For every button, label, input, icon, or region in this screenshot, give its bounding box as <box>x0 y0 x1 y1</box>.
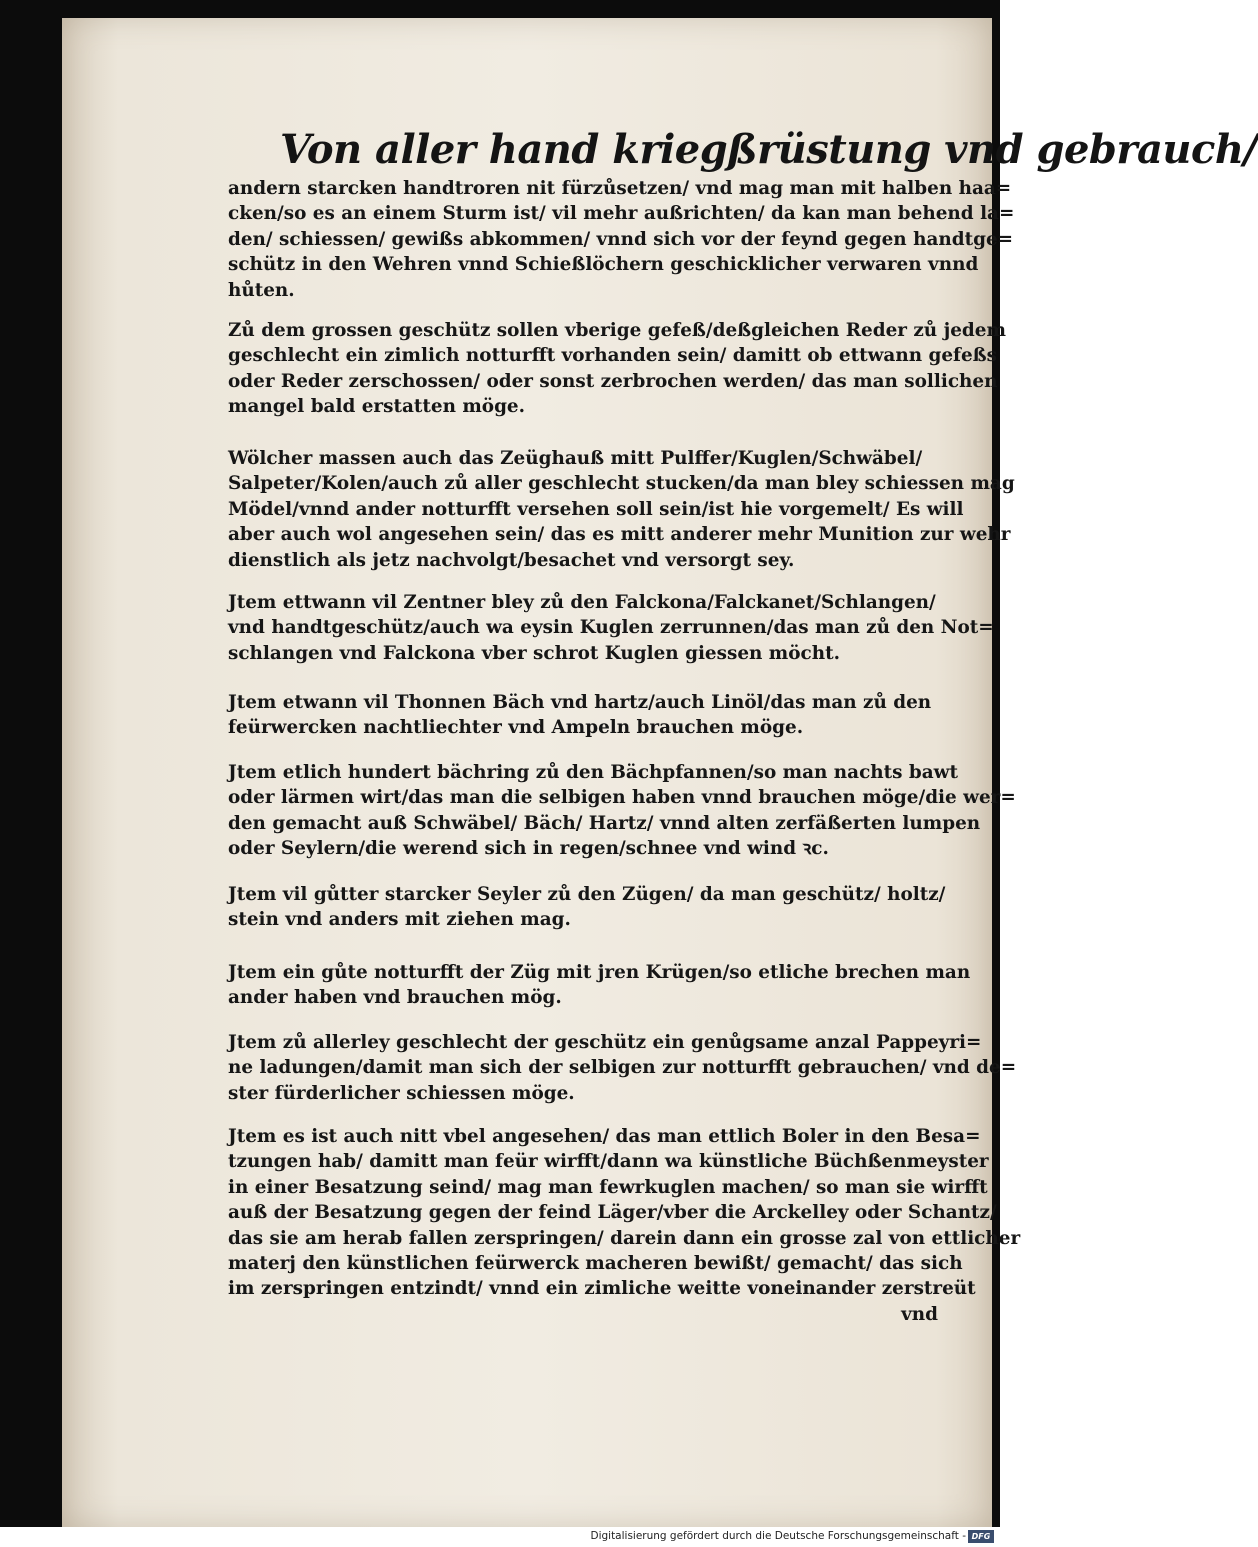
funding-notice: Digitalisierung gefördert durch die Deutsche Forschungsgemeinschaft - <box>590 1530 966 1542</box>
text-line: hůten. <box>228 279 295 301</box>
text-line: Jtem zů allerley geschlecht der geschütz ein genůgsame anzal Pappeyri= <box>228 1032 982 1053</box>
text-line: auß der Besatzung gegen der feind Läger/vber die Arckelley oder Schantz/ <box>228 1202 997 1224</box>
text-line: ander haben vnd brauchen mög. <box>228 987 562 1009</box>
text-line: aber auch wol angesehen sein/ das es mitt anderer mehr Munition zur wehr <box>228 524 1011 546</box>
text-line: schlangen vnd Falckona vber schrot Kuglen giessen möcht. <box>228 642 840 664</box>
text-line: oder Seylern/die werend sich in regen/schnee vnd wind ꝛc. <box>228 838 829 860</box>
text-line: tzungen hab/ damitt man feür wirfft/dann wa künstliche Büchßenmeyster <box>228 1151 989 1173</box>
text-line: schütz in den Wehren vnnd Schießlöchern geschicklicher verwaren vnnd <box>228 254 979 276</box>
text-line: Salpeter/Kolen/auch zů aller geschlecht stucken/da man bley schiessen mag <box>228 473 1015 495</box>
text-line: ster fürderlicher schiessen möge. <box>228 1082 575 1104</box>
text-line: Jtem etwann vil Thonnen Bäch vnd hartz/auch Linöl/das man zů den <box>228 692 932 713</box>
text-line: oder lärmen wirt/das man die selbigen haben vnnd brauchen möge/die wer= <box>228 787 1016 809</box>
paragraph <box>228 590 994 666</box>
paragraph <box>228 882 946 933</box>
paragraph <box>228 960 971 1011</box>
text-line: andern starcken handtroren nit fürzůsetzen/ vnd mag man mit halben haa= <box>228 178 1012 199</box>
text-line: in einer Besatzung seind/ mag man fewrkuglen machen/ so man sie wirfft <box>228 1176 988 1198</box>
text-line: Jtem ein gůte notturfft der Züg mit jren Krügen/so etliche brechen man <box>228 962 971 983</box>
paragraph <box>228 1124 1021 1327</box>
text-line: den gemacht auß Schwäbel/ Bäch/ Hartz/ vnnd alten zerfäßerten lumpen <box>228 812 981 834</box>
paragraph <box>228 176 1015 303</box>
text-line: materj den künstlichen feürwerck macheren bewißt/ gemacht/ das sich <box>228 1252 963 1274</box>
text-line: das sie am herab fallen zerspringen/ darein dann ein grosse zal von ettlicher <box>228 1227 1021 1249</box>
text-line: stein vnd anders mit ziehen mag. <box>228 909 571 931</box>
paragraph <box>228 446 1015 573</box>
text-line: Jtem ettwann vil Zentner bley zů den Falckona/Falckanet/Schlangen/ <box>228 592 936 613</box>
text-line: dienstlich als jetz nachvolgt/besachet vnd versorgt sey. <box>228 549 795 571</box>
text-line: feürwercken nachtliechter vnd Ampeln brauchen möge. <box>228 717 804 739</box>
text-line: cken/so es an einem Sturm ist/ vil mehr außrichten/ da kan man behend la= <box>228 203 1015 225</box>
dfg-logo: DFG <box>968 1530 994 1543</box>
text-line: Mödel/vnnd ander notturfft versehen soll sein/ist hie vorgemelt/ Es will <box>228 498 964 520</box>
paragraph <box>228 318 1006 420</box>
text-line: Jtem etlich hundert bächring zů den Bächpfannen/so man nachts bawt <box>228 762 958 783</box>
paragraph <box>228 690 938 741</box>
text-line: ne ladungen/damit man sich der selbigen zur notturfft gebrauchen/ vnd de= <box>228 1057 1017 1079</box>
paragraph <box>228 1030 1017 1106</box>
text-line: mangel bald erstatten möge. <box>228 396 526 418</box>
text-line: oder Reder zerschossen/ oder sonst zerbrochen werden/ das man sollichen <box>228 370 998 392</box>
text-line: Zů dem grossen geschütz sollen vberige gefeß/deßgleichen Reder zů jedem <box>228 320 1006 341</box>
text-line: geschlecht ein zimlich notturfft vorhanden sein/ damitt ob ettwann gefeßs <box>228 345 997 367</box>
text-line: Jtem es ist auch nitt vbel angesehen/ das man ettlich Boler in den Besa= <box>228 1126 981 1147</box>
text-line: im zerspringen entzindt/ vnnd ein zimliche weitte voneinander zerstreüt <box>228 1278 976 1300</box>
running-header: Von aller hand kriegßrüstung vnd gebrauch/ <box>280 126 1258 173</box>
paragraph <box>228 760 1016 862</box>
text-line: Jtem vil gůtter starcker Seyler zů den Zügen/ da man geschütz/ holtz/ <box>228 884 946 905</box>
text-line: vnd handtgeschütz/auch wa eysin Kuglen zerrunnen/das man zů den Not= <box>228 617 994 639</box>
catchword: vnd <box>901 1303 938 1325</box>
text-line: Wölcher massen auch das Zeüghauß mitt Pulffer/Kuglen/Schwäbel/ <box>228 448 923 469</box>
text-line: den/ schiessen/ gewißs abkommen/ vnnd sich vor der feynd gegen handtge= <box>228 228 1014 250</box>
footer-bar <box>0 1527 1000 1547</box>
